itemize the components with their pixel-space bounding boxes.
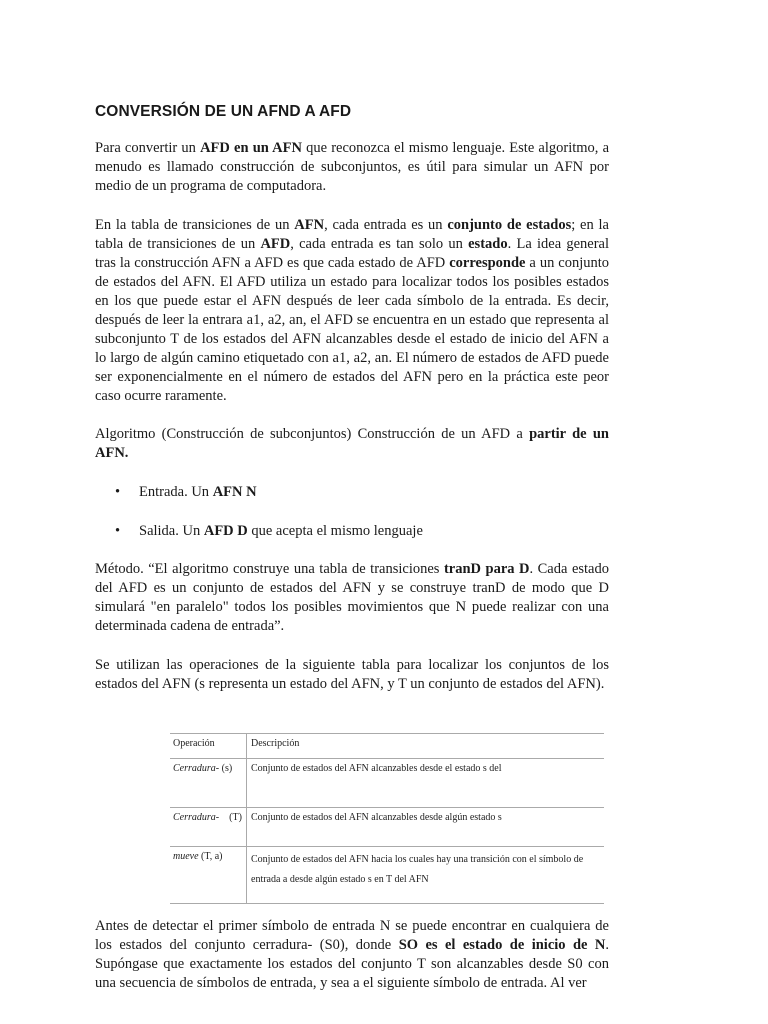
text-run: . La idea general tras la construcción AFN a AFD es que cada estado de AFD [95,236,610,271]
italic-run: Cerradura- [173,763,220,774]
paragraph-method [95,560,609,636]
text-run: (s) [219,763,233,774]
paragraph-algorithm [95,425,609,463]
text-run: (T) [219,812,242,823]
bold-run: AFD D [203,523,248,539]
page-title: CONVERSIÓN DE UN AFND A AFD [95,103,352,120]
bold-run: corresponde [449,255,526,271]
bold-run: AFN N [212,484,257,500]
bullet-icon: • [115,523,121,539]
bold-run: AFD [260,236,291,252]
bold-run: estado [468,236,508,252]
text-run: Antes de detectar el primer símbolo de entrada N se puede encontrar en cualquiera de los estados del conjunto cerradura- (S0), donde [95,918,609,953]
bold-run: conjunto de estados [447,217,572,233]
table-cell-operation [170,808,247,847]
table-cell-operation [170,759,247,808]
table-row [170,808,604,847]
text-run: Método. “El algoritmo construye una tabla de transiciones [95,561,444,577]
italic-run: mueve [173,851,199,862]
text-run: Para convertir un [95,140,201,156]
table-row [170,847,604,904]
table-cell-operation [170,847,247,904]
list-item-output [115,522,423,541]
text-run: . Supóngase que exactamente los estados del conjunto T son alcanzables desde S0 con una secuencia de símbolos de entrada, y sea a el siguiente símbolo de entrada. Al ver [95,937,610,991]
text-run: que reconozca el mismo lenguaje. Este algoritmo, a menudo es llamado construcción de subconjuntos, es útil para simular un AFN por medio de un programa de computadora. [95,140,610,194]
list-item-input [115,483,257,502]
table-header-cell: Operación [170,734,247,759]
text-run: a un conjunto de estados del AFN. El AFD utiliza un estado para localizar todos los posibles estados en los que puede estar el AFN después de leer cada símbolo de la entrada. Es decir, después de leer la entrara a1, a2, an, el AFD se encuentra en un estado que representa al subconjunto T de los estados del AFN alcanzables desde el estado de inicio del AFN a lo largo de algún camino etiquetado con a1, a2, an. El número de estados de AFD puede ser exponencialmente en el número de estados del AFN pero en la práctica este peor caso ocurre raramente. [95,255,610,404]
paragraph-intro [95,139,609,196]
paragraph-transitions [95,216,609,406]
text-run: que acepta el mismo lenguaje [247,523,423,539]
table-header-row [170,734,604,759]
text-run: , cada entrada es tan solo un [290,236,469,252]
bold-run: AFD en un AFN [200,140,302,156]
bold-run: SO es el estado de inicio de N [398,937,606,953]
text-run: En la tabla de transiciones de un [95,217,295,233]
text-run: , cada entrada es un [324,217,448,233]
text-run: Entrada. Un [139,484,213,500]
bullet-icon: • [115,484,121,500]
text-run: ; en la tabla de transiciones de un [95,217,609,252]
italic-run: Cerradura- [173,812,220,823]
paragraph-operations: Se utilizan las operaciones de la siguiente tabla para localizar los conjuntos de los estados del AFN (s representa un estado del AFN, y T un conjunto de estados del AFN). [95,657,609,692]
table-cell-description: Conjunto de estados del AFN alcanzables desde el estado s del [251,763,502,774]
bold-run: tranD para D [443,561,530,577]
text-run: Algoritmo (Construcción de subconjuntos) Construcción de un AFD a [95,426,530,442]
table-cell-description: Conjunto de estados del AFN hacia los cuales hay una transición con el símbolo de entrada a desde algún estado s en T del AFN [251,854,584,885]
paragraph-closing [95,917,609,993]
table-row [170,759,604,808]
text-run: Salida. Un [139,523,204,539]
text-run: . Cada estado del AFD es un conjunto de estados del AFN y se construye tranD de modo que D simulará "en paralelo" todos los posibles movimientos que N puede realizar con una determinada cadena de entrada”. [95,561,609,634]
operations-table [170,733,604,904]
bold-run: partir de un AFN. [95,426,609,461]
table-header-cell: Descripción [251,738,300,749]
table-cell-description: Conjunto de estados del AFN alcanzables desde algún estado s [251,812,502,823]
text-run: (T, a) [198,851,223,862]
bold-run: AFN [294,217,325,233]
